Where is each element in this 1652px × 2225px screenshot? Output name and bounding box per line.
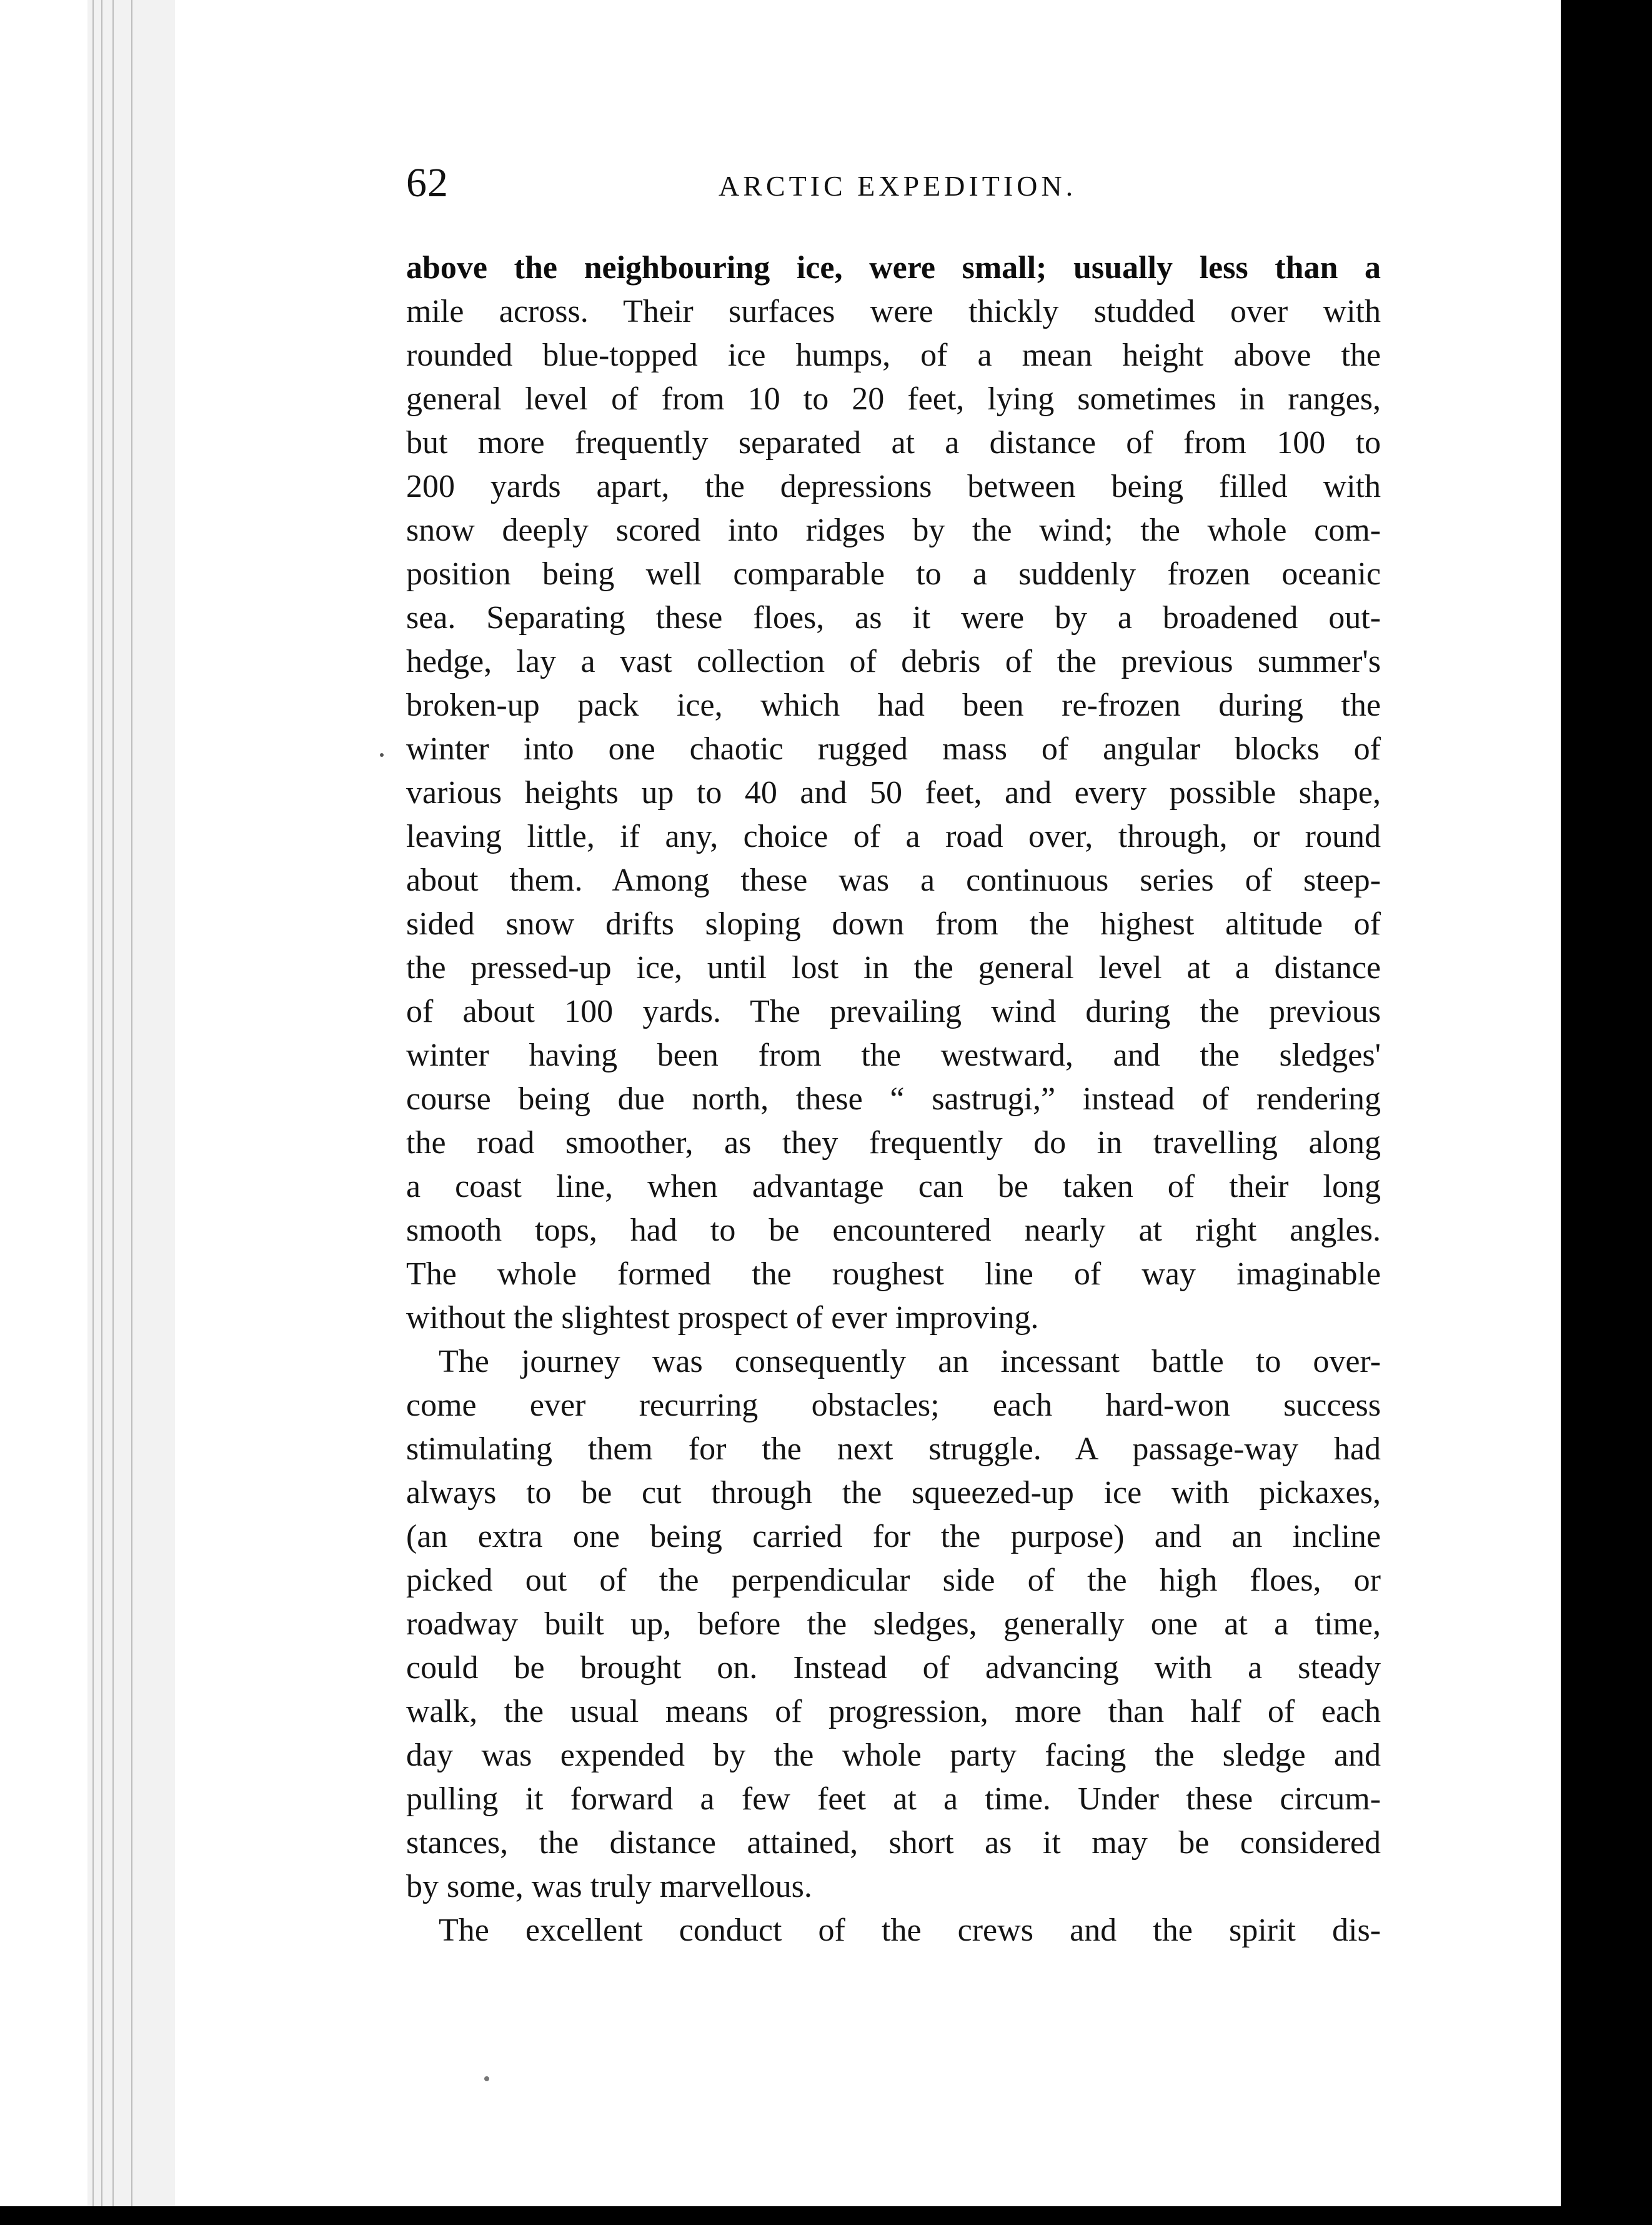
text-line: always to be cut through the squeezed-up ice with pickaxes, [406,1475,1381,1511]
text-line: the pressed-up ice, until lost in the general level at a distance [406,950,1381,986]
page-header [406,159,1393,209]
right-gutter [1550,0,1561,2206]
text-line: smooth tops, had to be encountered nearly at right angles. [406,1212,1381,1248]
text-line: by some, was truly marvellous. [406,1869,812,1904]
text-line: 200 yards apart, the depressions between being filled with [406,469,1381,504]
text-line: winter into one chaotic rugged mass of angular blocks of [406,731,1381,767]
text-line: broken-up pack ice, which had been re-frozen during the [406,688,1381,723]
text-line: hedge, lay a vast collection of debris of the previous summer's [406,644,1381,679]
text-line: mile across. Their surfaces were thickly studded over with [406,294,1381,329]
running-head: ARCTIC EXPEDITION. [719,170,1077,202]
text-line: stances, the distance attained, short as it may be considered [406,1825,1381,1861]
text-line: pulling it forward a few feet at a time. Under these circum- [406,1781,1381,1817]
text-line: rounded blue-topped ice humps, of a mean height above the [406,338,1381,373]
scan-speck [380,753,384,757]
text-line: The whole formed the roughest line of way imaginable [406,1256,1381,1292]
text-line: about them. Among these was a continuous series of steep- [406,862,1381,898]
text-line: sided snow drifts sloping down from the highest altitude of [406,906,1381,942]
left-margin [0,0,87,2206]
page-edge-line [101,0,102,2206]
body-text [406,246,1381,1952]
text-line: The journey was consequently an incessant battle to over- [439,1344,1381,1379]
page-stack-edges [87,0,176,2206]
page-edge-line [112,0,114,2206]
page-edge-line [92,0,94,2206]
page-number: 62 [406,160,449,206]
text-line: a coast line, when advantage can be taken of their long [406,1169,1381,1204]
text-line: course being due north, these “ sastrugi,” instead of rendering [406,1081,1381,1117]
text-line: roadway built up, before the sledges, generally one at a time, [406,1606,1381,1642]
text-line: (an extra one being carried for the purpose) and an incline [406,1519,1381,1554]
text-line: of about 100 yards. The prevailing wind during the previous [406,994,1381,1029]
text-line: The excellent conduct of the crews and the spirit dis- [439,1912,1381,1948]
text-line: without the slightest prospect of ever improving. [406,1300,1039,1336]
text-line: could be brought on. Instead of advancing with a steady [406,1650,1381,1686]
text-line: the road smoother, as they frequently do in travelling along [406,1125,1381,1161]
text-line: walk, the usual means of progression, more than half of each [406,1694,1381,1729]
text-line: sea. Separating these floes, as it were by a broadened out- [406,600,1381,636]
text-line: day was expended by the whole party facing the sledge and [406,1738,1381,1773]
text-line: picked out of the perpendicular side of the high floes, or [406,1562,1381,1598]
text-line: position being well comparable to a suddenly frozen oceanic [406,556,1381,592]
text-line: come ever recurring obstacles; each hard-won success [406,1388,1381,1423]
scan-speck [484,2076,489,2081]
text-line: winter having been from the westward, and the sledges' [406,1038,1381,1073]
text-line: stimulating them for the next struggle. A passage-way had [406,1431,1381,1467]
text-line: above the neighbouring ice, were small; usually less than a [406,250,1381,286]
text-line: various heights up to 40 and 50 feet, and every possible shape, [406,775,1381,811]
text-line: snow deeply scored into ridges by the wind; the whole com- [406,512,1381,548]
page-edge-line [131,0,132,2206]
text-line: but more frequently separated at a distance of from 100 to [406,425,1381,461]
text-line: leaving little, if any, choice of a road over, through, or round [406,819,1381,854]
text-line: general level of from 10 to 20 feet, lying sometimes in ranges, [406,381,1381,417]
